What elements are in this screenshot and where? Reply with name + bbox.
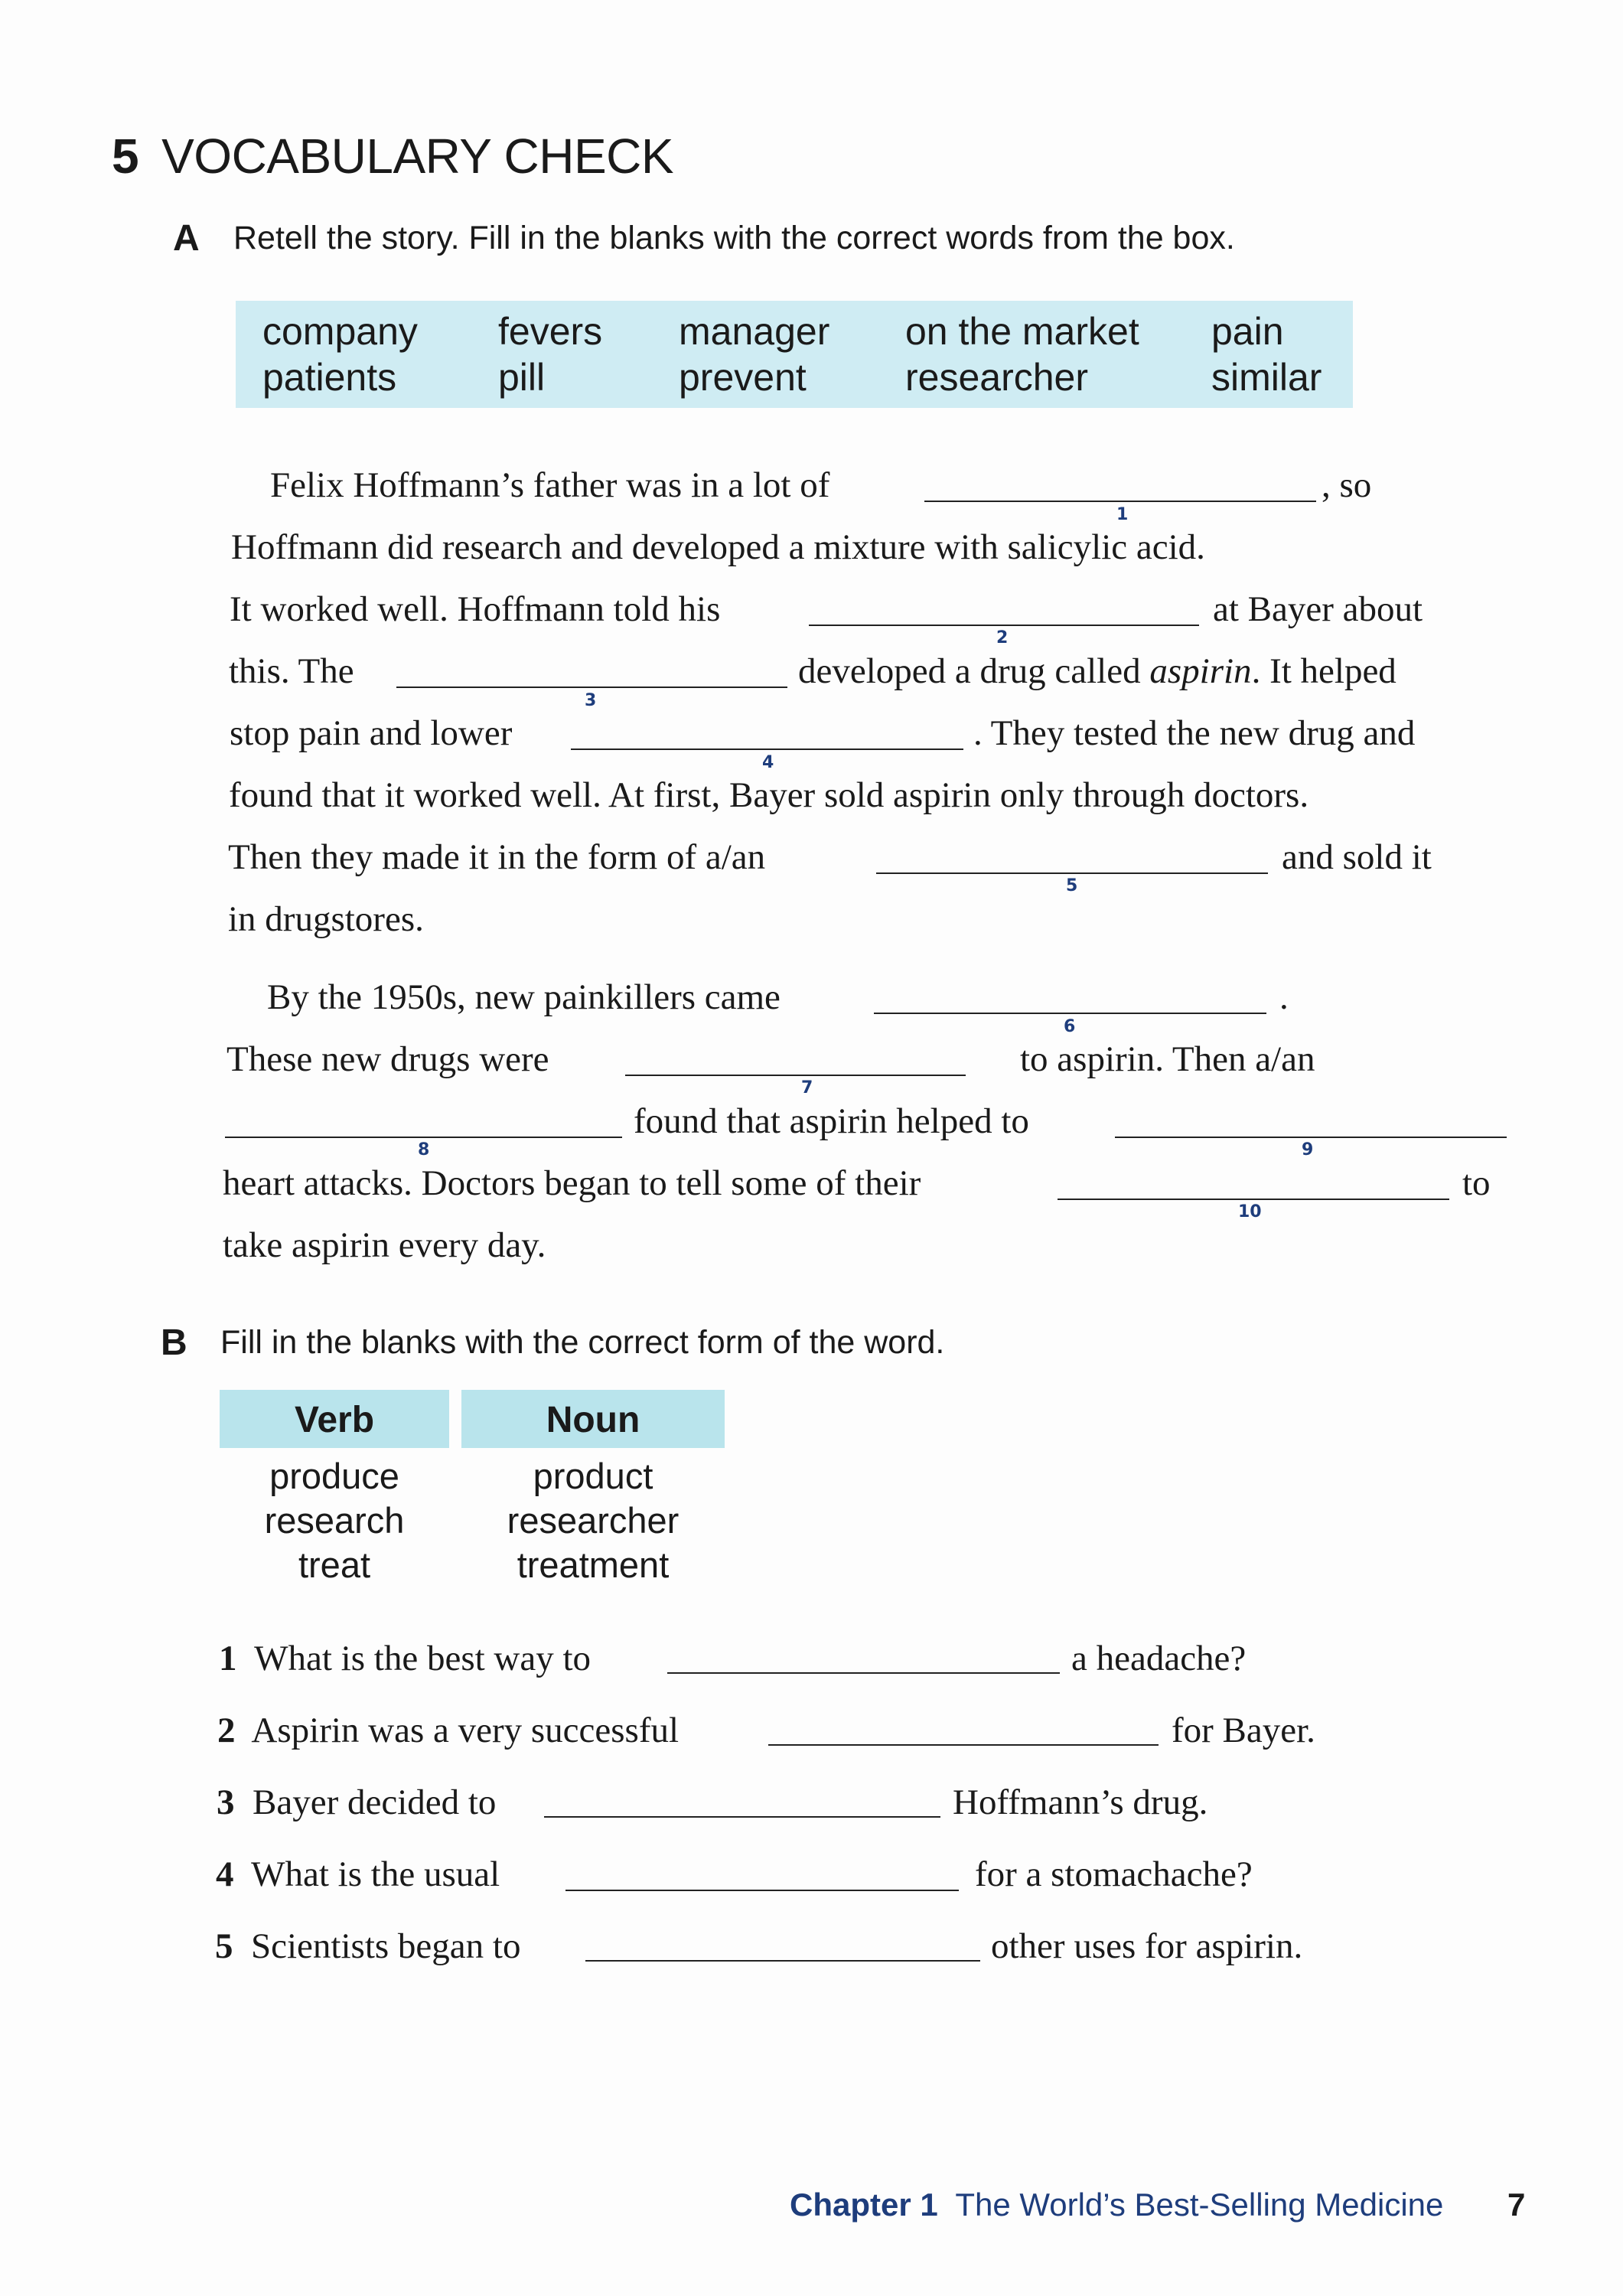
- blank-number: 5: [1066, 876, 1078, 895]
- story-line: at Bayer about: [1213, 589, 1423, 629]
- story-line: take aspirin every day.: [223, 1225, 546, 1265]
- story-line: found that aspirin helped to: [634, 1101, 1029, 1141]
- blank-number: 3: [585, 691, 597, 710]
- answer-blank-1[interactable]: [667, 1672, 1060, 1674]
- story-line: By the 1950s, new painkillers came: [267, 977, 781, 1017]
- question-number: 1: [219, 1639, 237, 1678]
- blank-number: 9: [1302, 1140, 1314, 1159]
- chapter-label: Chapter 1: [790, 2187, 938, 2223]
- story-line: It worked well. Hoffmann told his: [230, 589, 721, 629]
- answer-blank-4[interactable]: [565, 1890, 959, 1891]
- word-pill: pill: [498, 356, 546, 399]
- story-line: and sold it: [1282, 837, 1432, 877]
- blank-number: 8: [418, 1140, 430, 1159]
- verb-cell: produce: [269, 1456, 399, 1496]
- question-number: 2: [217, 1711, 236, 1750]
- blank-number: 2: [996, 628, 1009, 647]
- blank-number: 4: [762, 753, 774, 772]
- verb-cell: treat: [298, 1544, 371, 1585]
- part-a-letter: A: [173, 218, 200, 259]
- question-2: [217, 1713, 679, 1749]
- story-line: Felix Hoffmann’s father was in a lot of: [270, 465, 830, 505]
- story-line: Then they made it in the form of a/an: [228, 837, 766, 877]
- story-line: These new drugs were: [227, 1039, 549, 1079]
- question-text: other uses for aspirin.: [991, 1926, 1303, 1966]
- noun-cell: product: [533, 1456, 653, 1496]
- word-fevers: fevers: [498, 310, 603, 353]
- story-line: to aspirin. Then a/an: [1020, 1039, 1315, 1079]
- story-line: . They tested the new drug and: [973, 713, 1416, 753]
- word-company: company: [262, 310, 418, 353]
- story-line: heart attacks. Doctors began to tell some of their: [223, 1163, 921, 1203]
- answer-blank-2[interactable]: [768, 1744, 1159, 1746]
- question-3: [217, 1782, 497, 1822]
- question-text: a headache?: [1071, 1639, 1247, 1678]
- blank-3[interactable]: [396, 687, 787, 688]
- story-line: this. The: [229, 651, 354, 691]
- chapter-title: The World’s Best-Selling Medicine: [955, 2187, 1444, 2223]
- question-text: Aspirin was a very successful: [251, 1711, 680, 1750]
- story-line: found that it worked well. At first, Bayer sold aspirin only through doctors.: [229, 775, 1309, 815]
- story-line: stop pain and lower: [230, 713, 513, 753]
- question-number: 5: [215, 1926, 233, 1966]
- part-a-instruction: Retell the story. Fill in the blanks with the correct words from the box.: [233, 220, 1235, 256]
- section-number: 5: [112, 129, 139, 184]
- story-text: . It helped: [1251, 651, 1396, 691]
- question-text: What is the best way to: [254, 1639, 592, 1678]
- blank-1[interactable]: [924, 501, 1316, 502]
- answer-blank-3[interactable]: [544, 1816, 940, 1818]
- story-text: developed a drug called: [798, 651, 1141, 691]
- word-pain: pain: [1211, 310, 1284, 353]
- part-b-instruction: Fill in the blanks with the correct form of the word.: [220, 1324, 945, 1361]
- blank-10[interactable]: [1058, 1199, 1449, 1200]
- story-line: to: [1462, 1163, 1491, 1203]
- blank-2[interactable]: [809, 625, 1199, 626]
- question-4: [216, 1854, 500, 1894]
- blank-4[interactable]: [571, 748, 963, 750]
- blank-6[interactable]: [874, 1013, 1266, 1014]
- story-emphasis: aspirin: [1149, 651, 1252, 691]
- word-researcher: researcher: [905, 356, 1088, 399]
- blank-9[interactable]: [1115, 1137, 1507, 1138]
- blank-number: 6: [1064, 1017, 1076, 1036]
- blank-number: 1: [1116, 505, 1129, 524]
- verb-header: Verb: [294, 1400, 375, 1440]
- section-heading: [112, 129, 674, 184]
- blank-5[interactable]: [876, 872, 1268, 874]
- story-line: .: [1279, 977, 1289, 1017]
- word-prevent: prevent: [679, 356, 807, 399]
- question-1: [219, 1641, 591, 1677]
- answer-blank-5[interactable]: [585, 1960, 980, 1962]
- blank-number: 10: [1238, 1202, 1262, 1221]
- word-on-the-market: on the market: [905, 310, 1139, 353]
- story-line: , so: [1322, 465, 1372, 505]
- noun-cell: researcher: [507, 1500, 680, 1541]
- question-number: 3: [217, 1782, 235, 1822]
- noun-cell: treatment: [517, 1544, 670, 1585]
- blank-7[interactable]: [625, 1075, 966, 1076]
- question-text: Hoffmann’s drug.: [953, 1782, 1208, 1822]
- blank-number: 7: [801, 1078, 813, 1097]
- word-patients: patients: [262, 356, 397, 399]
- question-text: Bayer decided to: [253, 1782, 497, 1822]
- question-5: [215, 1926, 521, 1966]
- question-text: for a stomachache?: [975, 1854, 1253, 1894]
- verb-cell: research: [264, 1500, 405, 1541]
- page-number: 7: [1507, 2187, 1526, 2223]
- blank-8[interactable]: [225, 1137, 622, 1138]
- story-line: [798, 651, 1396, 691]
- noun-header: Noun: [546, 1400, 640, 1440]
- section-title: VOCABULARY CHECK: [161, 129, 674, 184]
- part-b-letter: B: [161, 1322, 187, 1363]
- story-line: in drugstores.: [228, 899, 424, 939]
- question-text: for Bayer.: [1172, 1711, 1315, 1750]
- word-similar: similar: [1211, 356, 1322, 399]
- question-text: Scientists began to: [251, 1926, 521, 1966]
- footer-chapter: [790, 2189, 1443, 2221]
- story-line: Hoffmann did research and developed a mixture with salicylic acid.: [231, 527, 1205, 567]
- question-text: What is the usual: [251, 1854, 500, 1894]
- word-manager: manager: [679, 310, 830, 353]
- question-number: 4: [216, 1854, 234, 1894]
